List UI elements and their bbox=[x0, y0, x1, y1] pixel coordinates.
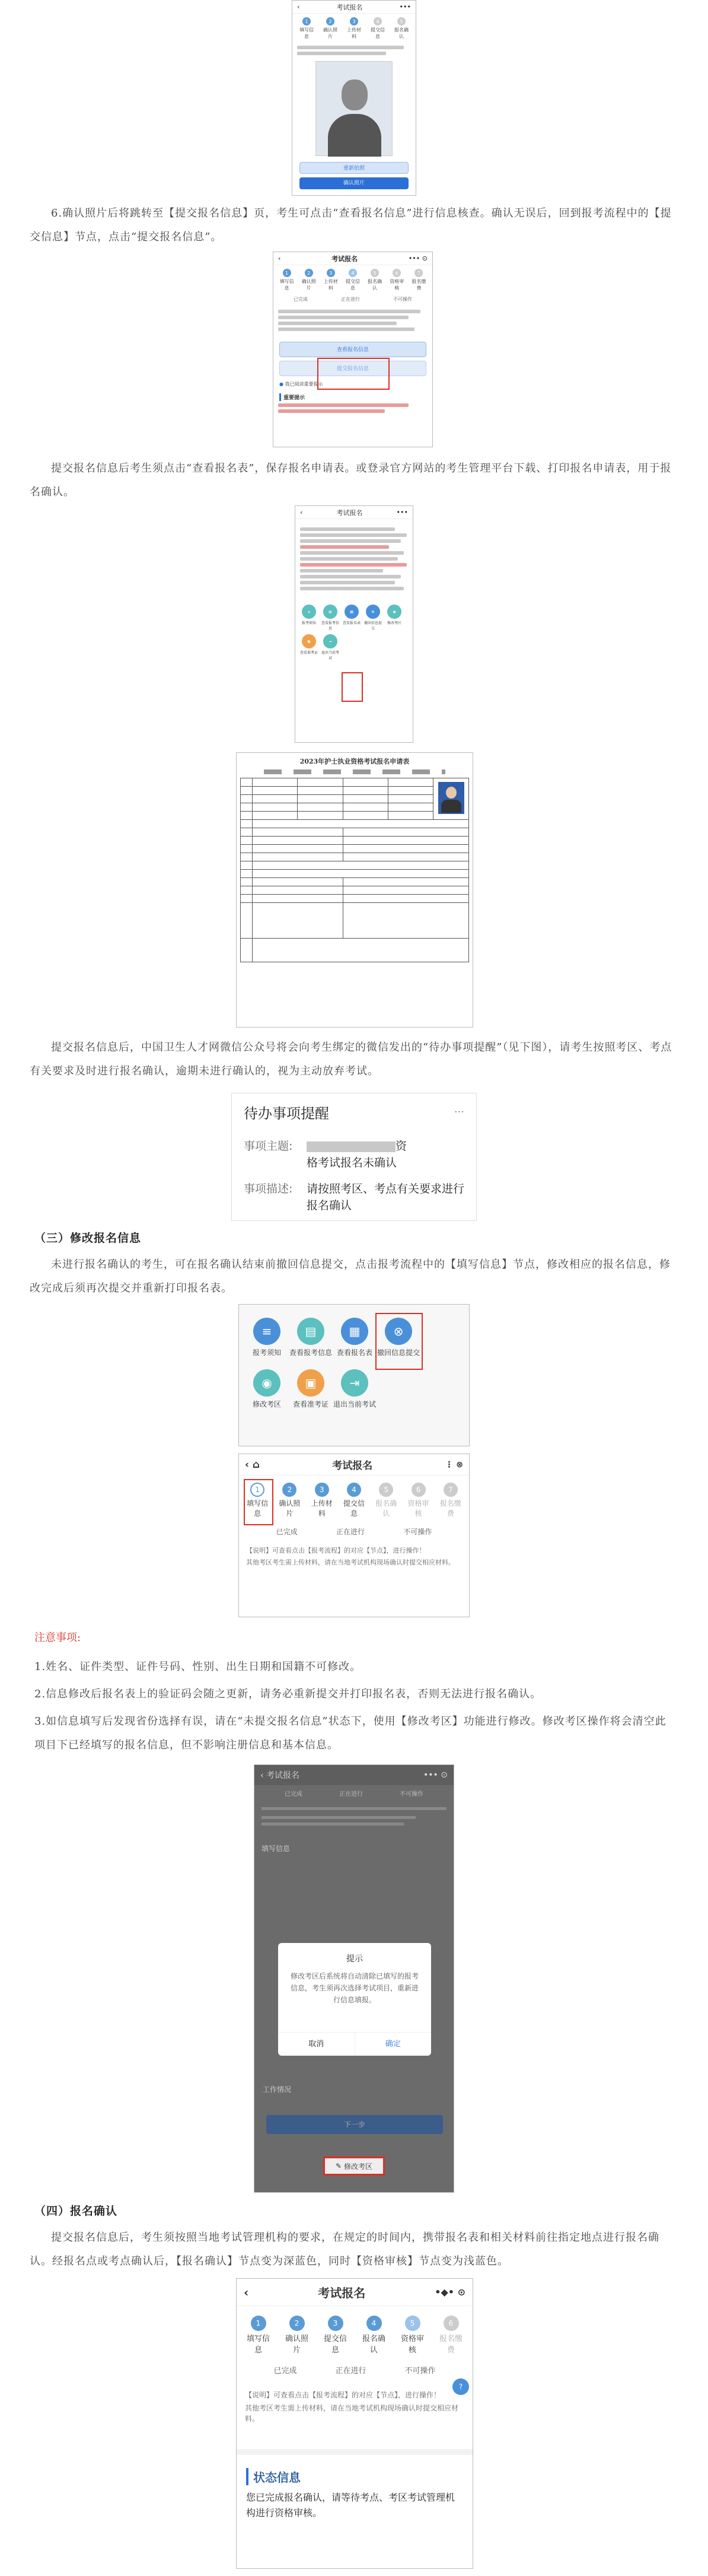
screenshot-fill-info-steps bbox=[238, 1454, 470, 1617]
step-item[interactable]: 4 提交信息 bbox=[340, 1483, 368, 1518]
more-icon[interactable]: ••• ⊙ bbox=[408, 255, 428, 262]
menu-item[interactable]: ◉ 修改考区 bbox=[385, 605, 403, 631]
form-icon: ▦ bbox=[345, 605, 359, 619]
print-paragraph: 提交报名信息后考生须点击“查看报名表”，保存报名申请表。或登录官方网站的考生管理平台下载、打印报名申请表，用于报名确认。 bbox=[30, 462, 672, 498]
notice-text-2: 其他考区考生需上传材料，请在当地考试机构现场确认时提交相应材料。 bbox=[245, 2404, 459, 2423]
menu-item[interactable]: ▣ 查看准考证 bbox=[289, 1369, 333, 1409]
notice-text: 【说明】可查看点击【报考流程】的对应【节点】，进行操作！ bbox=[246, 1547, 426, 1554]
ticket-icon: ▣ bbox=[297, 1369, 324, 1397]
app-header bbox=[292, 1, 416, 14]
view-info-button[interactable]: 查看报名信息 bbox=[279, 342, 426, 357]
menu-item[interactable]: ≡ 报考须知 bbox=[300, 605, 318, 631]
form-icon: ▦ bbox=[341, 1318, 368, 1345]
app-title: 考试报名 bbox=[332, 1460, 373, 1472]
step-item[interactable]: 3 上传材料 bbox=[345, 17, 363, 40]
back-icon[interactable]: ‹ ⌂ bbox=[245, 1458, 260, 1471]
submit-info-button[interactable]: 提交报名信息 bbox=[279, 361, 426, 376]
undo-icon: ⊗ bbox=[385, 1318, 412, 1345]
screenshot-modify-region-dialog: ‹ 考试报名 ••• ⊙ 已完成 正在进行 不可操作 填写信息 提示 修改考区后系统将自动清除已填写的报考信息，考生须再次选择考试项目，重新进行信息填报。 取消 确定 工作情况 下一步 ✎ 修改考区 bbox=[254, 1764, 454, 2193]
step-item[interactable]: 3 提交信息 bbox=[321, 2316, 350, 2355]
form-header-line bbox=[264, 769, 445, 774]
step-item[interactable]: 6 资格审核 bbox=[405, 1483, 432, 1518]
step-item[interactable]: 3 上传材料 bbox=[308, 1483, 336, 1518]
step-item[interactable]: 7 报名缴费 bbox=[437, 1483, 464, 1518]
desc-label: 事项描述: bbox=[244, 1182, 293, 1195]
cancel-button[interactable]: 取消 bbox=[278, 2033, 355, 2056]
menu-item[interactable]: ⊗ 撤回信息提交 bbox=[377, 1318, 420, 1357]
notes-heading: 注意事项: bbox=[34, 1632, 81, 1644]
check-icon: ● bbox=[279, 381, 283, 387]
step-item[interactable]: 1 填写信息 bbox=[244, 1483, 271, 1518]
step-item[interactable]: 7 报名缴费 bbox=[410, 269, 428, 291]
step6-paragraph: 6.确认照片后将跳转至【提交报名信息】页，考生可点击“查看报名信息”进行信息核查。确认无误后，回到报考流程中的【提交信息】节点，点击“提交报名信息”。 bbox=[30, 207, 672, 243]
section4-paragraph: 提交报名信息后，考生须按照当地考试管理机构的要求，在规定的时间内，携带报名表和相关材料前往指定地点进行报名确认。经报名点或考点确认后，【报名确认】节点变为深蓝色，同时【资格审核】节点变为浅蓝色。 bbox=[30, 2231, 659, 2267]
progress-steps bbox=[292, 14, 416, 43]
menu-item[interactable]: ▤ 查看报考信息 bbox=[321, 605, 339, 631]
more-icon[interactable]: ··· bbox=[454, 1106, 464, 1118]
step-item[interactable]: 1 填写信息 bbox=[278, 269, 296, 291]
app-header bbox=[295, 506, 413, 519]
person-head-icon bbox=[342, 79, 368, 110]
person-body-icon bbox=[328, 114, 381, 157]
status-heading: 状态信息 bbox=[246, 2468, 463, 2485]
section3-paragraph: 未进行报名确认的考生，可在报名确认结束前撤回信息提交，点击报考流程中的【填写信息】节点，修改相应的报名信息，修改完成后须再次提交并重新打印报名表。 bbox=[30, 1258, 671, 1295]
status-text: 您已完成报名确认，请等待考点、考区考试管理机构进行资格审核。 bbox=[246, 2492, 455, 2518]
registration-form-image bbox=[236, 752, 473, 1028]
step-item[interactable]: 1 填写信息 bbox=[244, 2316, 273, 2355]
todo-title: 待办事项提醒 bbox=[244, 1105, 329, 1122]
id-photo bbox=[438, 782, 464, 814]
progress-steps bbox=[273, 265, 432, 295]
step-item[interactable]: 2 确认照片 bbox=[282, 2316, 312, 2355]
app-title: 考试报名 bbox=[331, 255, 358, 263]
section4-heading: （四）报名确认 bbox=[34, 2205, 118, 2218]
app-header bbox=[273, 252, 432, 265]
exit-icon: ⇥ bbox=[341, 1369, 368, 1397]
location-icon: ◉ bbox=[253, 1369, 280, 1397]
app-title: 考试报名 bbox=[336, 3, 363, 11]
step-item[interactable]: 2 确认照片 bbox=[321, 17, 339, 40]
back-icon[interactable]: ‹ 考试报名 bbox=[260, 1771, 300, 1780]
dialog-body: 修改考区后系统将自动清除已填写的报考信息，考生须再次选择考试项目，重新进行信息填报。 bbox=[290, 1972, 419, 2004]
ticket-icon: ▣ bbox=[302, 634, 316, 648]
back-icon[interactable]: ‹ bbox=[297, 3, 300, 11]
menu-item[interactable]: ▦ 查看报名表 bbox=[333, 1318, 377, 1357]
menu-item[interactable]: ▦ 查看报名表 bbox=[343, 605, 361, 631]
notice-text-2: 其他考区考生需上传材料，请在当地考试机构现场确认时提交相应材料。 bbox=[246, 1559, 455, 1566]
step-item[interactable]: 5 报名确认 bbox=[366, 269, 384, 291]
menu-item[interactable]: ⊗ 撤回信息提交 bbox=[364, 605, 382, 631]
subject-value: 格考试报名未确认 bbox=[307, 1156, 397, 1169]
doc-icon: ▤ bbox=[297, 1318, 324, 1345]
app-title: 考试报名 bbox=[336, 508, 363, 517]
screenshot-submit-info bbox=[273, 252, 433, 447]
modify-region-button[interactable]: ✎ 修改考区 bbox=[323, 2157, 385, 2176]
note-item: 3.如信息填写后发现省份选择有误，请在“未提交报名信息”状态下，使用【修改考区】功能进行修改。修改考区操作将会清空此项目下已经填写的报名信息，但不影响注册信息和基本信息。 bbox=[34, 1715, 666, 1751]
edit-icon: ✎ bbox=[335, 2162, 342, 2170]
step-item[interactable]: 2 确认照片 bbox=[276, 1483, 303, 1518]
step-item[interactable]: 4 报名确认 bbox=[359, 2316, 389, 2355]
subject-label: 事项主题: bbox=[244, 1140, 293, 1153]
dialog-title: 提示 bbox=[346, 1954, 363, 1964]
notice-icon: ≡ bbox=[253, 1318, 280, 1345]
status-legend: 已完成 正在进行 不可操作 bbox=[294, 297, 412, 302]
doc-icon: ▤ bbox=[323, 605, 337, 619]
float-button[interactable]: ? bbox=[452, 2378, 469, 2395]
screenshot-confirm-photo bbox=[292, 0, 416, 196]
step-item[interactable]: 1 填写信息 bbox=[298, 17, 315, 40]
highlight-box bbox=[244, 1479, 273, 1525]
notice-icon: ≡ bbox=[302, 605, 316, 619]
step-item[interactable]: 6 报名缴费 bbox=[436, 2316, 466, 2355]
status-legend: 已完成 正在进行 不可操作 bbox=[276, 1528, 432, 1536]
important-heading: 重要提示 bbox=[279, 393, 426, 401]
fill-info-label: 填写信息 bbox=[261, 1844, 291, 1853]
more-icon[interactable]: ••• bbox=[396, 508, 408, 516]
step-item[interactable]: 3 上传材料 bbox=[322, 269, 340, 291]
form-title: 2023年护士执业资格考试报名申请表 bbox=[299, 758, 410, 765]
screenshot-withdraw-menu bbox=[238, 1304, 470, 1446]
menu-item[interactable]: ⇥ 退出当前考试 bbox=[321, 634, 339, 660]
more-icon[interactable]: ••• bbox=[399, 3, 411, 11]
next-button[interactable]: 下一步 bbox=[266, 2115, 443, 2134]
highlight-box bbox=[342, 672, 363, 702]
screenshot-status-info bbox=[236, 2278, 473, 2569]
note-item: 1.姓名、证件类型、证件号码、性别、出生日期和国籍不可修改。 bbox=[34, 1661, 362, 1673]
back-icon[interactable]: ‹ bbox=[300, 508, 303, 516]
confirm-photo-button[interactable]: 确认照片 bbox=[299, 177, 409, 189]
more-icon[interactable]: •◆• ⊙ bbox=[435, 2286, 465, 2298]
step-item[interactable]: 4 提交信息 bbox=[369, 17, 387, 40]
menu-item[interactable]: ⇥ 退出当前考试 bbox=[333, 1369, 377, 1409]
photo-frame bbox=[315, 61, 393, 156]
more-icon[interactable]: ••• ⊙ bbox=[423, 1770, 448, 1780]
confirm-button[interactable]: 确定 bbox=[385, 2040, 401, 2049]
exit-icon: ⇥ bbox=[323, 634, 337, 648]
status-legend: 已完成 正在进行 不可操作 bbox=[273, 2367, 436, 2375]
menu-item[interactable]: ▣ 查看准考证 bbox=[300, 634, 318, 660]
undo-icon: ⊗ bbox=[366, 605, 380, 619]
note-item: 2.信息修改后报名表上的验证码会随之更新，请务必重新提交并打印报名表，否则无法进行报名确认。 bbox=[34, 1688, 542, 1700]
back-icon[interactable]: ‹ bbox=[244, 2285, 249, 2300]
desc-value: 请按照考区、考点有关要求进行报名确认 bbox=[307, 1182, 465, 1212]
highlight-box bbox=[317, 358, 390, 390]
highlight-box bbox=[375, 1313, 423, 1370]
work-label: 工作情况 bbox=[263, 2085, 292, 2094]
back-icon[interactable]: ‹ bbox=[278, 255, 281, 262]
location-icon: ◉ bbox=[387, 605, 401, 619]
notice-paragraph: 提交报名信息后，中国卫生人才网微信公众号将会向考生绑定的微信发出的“待办事项提醒”（见下图），请考生按照考区、考点有关要求及时进行报名确认，逾期未进行确认的，视为主动放弃考试。 bbox=[30, 1041, 672, 1077]
read-notice-checkbox[interactable]: ● 我已阅读重要提示 bbox=[279, 381, 323, 387]
dialog-box bbox=[278, 1943, 431, 2056]
step-item[interactable]: 4 提交信息 bbox=[344, 269, 362, 291]
step-item[interactable]: 5 资格审核 bbox=[398, 2316, 428, 2355]
menu-item[interactable]: ≡ 报考须知 bbox=[245, 1318, 289, 1357]
menu-item[interactable]: ▤ 查看报考信息 bbox=[289, 1318, 333, 1357]
step-item[interactable]: 2 确认照片 bbox=[300, 269, 318, 291]
step-item[interactable]: 5 报名确认 bbox=[393, 17, 410, 40]
section3-heading: （三）修改报名信息 bbox=[34, 1232, 142, 1245]
step-item[interactable]: 6 资格审核 bbox=[388, 269, 406, 291]
form-table bbox=[240, 778, 469, 962]
redo-photo-button[interactable]: 重新拍照 bbox=[299, 162, 409, 174]
todo-reminder-card: 待办事项提醒 ··· 事项主题: 资 格考试报名未确认 事项描述: 请按照考区、考点有关要求进行报名确认 bbox=[231, 1093, 477, 1221]
blurred-text bbox=[307, 1141, 396, 1152]
menu-item[interactable]: ◉ 修改考区 bbox=[245, 1369, 289, 1409]
app-title: 考试报名 bbox=[318, 2286, 366, 2300]
notice-text: 【说明】可查看点击【报考流程】的对应【节点】，进行操作！ bbox=[245, 2391, 441, 2399]
screenshot-view-form-menu bbox=[295, 505, 413, 743]
more-icon[interactable]: ⋮ ⊗ bbox=[445, 1459, 463, 1470]
step-item[interactable]: 5 报名确认 bbox=[372, 1483, 400, 1518]
